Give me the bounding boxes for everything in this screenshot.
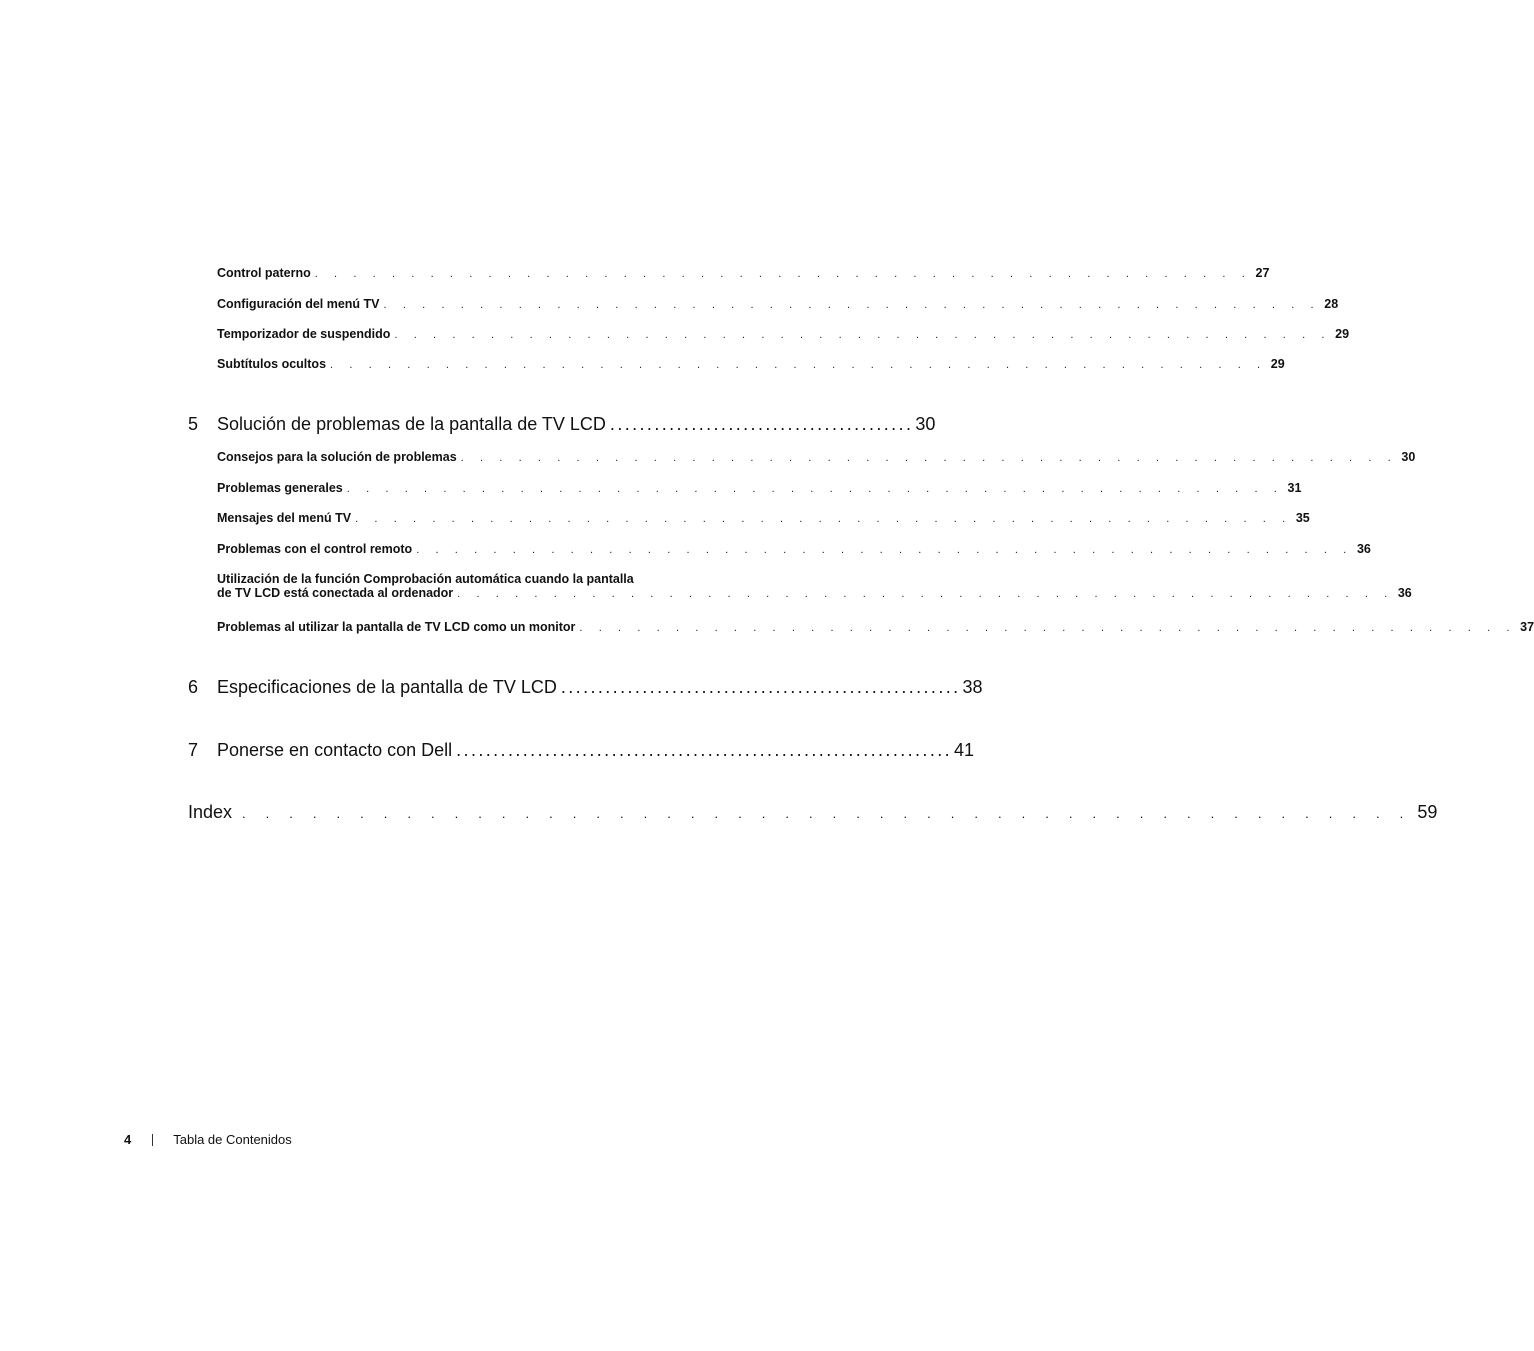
dot-leader: . . . . . . . . . . . . . . . . . . . . . . . . . . . . . . . . . . . . . . . . . . . . . . . . .	[416, 544, 1353, 556]
toc-entry-title: Subtítulos ocultos	[217, 357, 327, 371]
dot-leader: . . . . . . . . . . . . . . . . . . . . . . . . . . . . . . . . . . . . . . . . . . . . . . . . .	[394, 329, 1332, 341]
chapter-title: Solución de problemas de la pantalla de TV LCD	[217, 414, 606, 434]
toc-entry[interactable]	[188, 511, 1310, 525]
dot-leader: . . . . . . . . . . . . . . . . . . . . . . . . . . . . . . . . . . . . . . . . . . . . . . . . .	[346, 483, 1284, 495]
toc-entry-title: Consejos para la solución de problemas	[217, 450, 457, 464]
toc-entry[interactable]	[188, 297, 1339, 311]
dot-leader: ......................................................	[560, 677, 961, 697]
chapter-page: 30	[915, 414, 936, 434]
toc-entry-page: 36	[1356, 542, 1371, 556]
toc-entry-title: Mensajes del menú TV	[217, 511, 352, 525]
dot-leader: . . . . . . . . . . . . . . . . . . . . . . . . . . . . . . . . . . . . . . . . . . . . . . . . . .	[242, 806, 1412, 821]
toc-entry[interactable]	[188, 266, 1270, 280]
toc-entry-multiline[interactable]	[188, 572, 1412, 600]
chapter-title: Ponerse en contacto con Dell	[217, 740, 453, 760]
dot-leader: . . . . . . . . . . . . . . . . . . . . . . . . . . . . . . . . . . . . . . . . . . . . . . . . .	[355, 513, 1292, 525]
dot-leader: ...................................................................	[456, 740, 953, 760]
chapter-title: Especificaciones de la pantalla de TV LCD	[217, 677, 557, 697]
toc-entry[interactable]	[188, 542, 1371, 556]
toc-entry-title: Problemas con el control remoto	[217, 542, 413, 556]
dot-leader: . . . . . . . . . . . . . . . . . . . . . . . . . . . . . . . . . . . . . . . . . . . . . . . . .	[460, 452, 1398, 464]
toc-entry-page: 29	[1335, 327, 1350, 341]
toc-entry[interactable]	[188, 620, 1534, 634]
chapter-page: 41	[954, 740, 975, 760]
toc-entry-title: Control paterno	[217, 266, 311, 280]
dot-leader: . . . . . . . . . . . . . . . . . . . . . . . . . . . . . . . . . . . . . . . . . . . . . . . . .	[330, 359, 1267, 371]
toc-entry[interactable]	[188, 481, 1302, 495]
toc-entry-title: Temporizador de suspendido	[217, 327, 391, 341]
index-title: Index	[188, 802, 233, 822]
toc-entry-page: 37	[1520, 620, 1534, 634]
toc-entry-page: 29	[1270, 357, 1285, 371]
index-page: 59	[1417, 802, 1438, 822]
toc-chapter-5[interactable]	[188, 414, 936, 435]
toc-entry-page: 31	[1287, 481, 1302, 495]
chapter-number: 5	[188, 414, 199, 434]
toc-chapter-7[interactable]	[188, 740, 975, 761]
toc-entry-page: 35	[1295, 511, 1310, 525]
toc-entry-page: 28	[1324, 297, 1339, 311]
toc-entry-line2	[217, 586, 1412, 600]
dot-leader: . . . . . . . . . . . . . . . . . . . . . . . . . . . . . . . . . . . . . . . . . . . . . . . . .	[383, 299, 1321, 311]
toc-chapter-6[interactable]	[188, 677, 983, 698]
page-footer	[124, 1132, 292, 1147]
footer-section-title: Tabla de Contenidos	[173, 1132, 292, 1147]
toc-entry-title: Problemas al utilizar la pantalla de TV LCD como un monitor	[217, 620, 576, 634]
toc-entry-title: Configuración del menú TV	[217, 297, 380, 311]
toc-entry[interactable]	[188, 327, 1350, 341]
toc-entry-title-line2: de TV LCD está conectada al ordenador	[217, 586, 454, 600]
footer-separator	[152, 1134, 153, 1146]
dot-leader: . . . . . . . . . . . . . . . . . . . . . . . . . . . . . . . . . . . . . . . . . . . . . . . . .	[457, 588, 1394, 600]
dot-leader: . . . . . . . . . . . . . . . . . . . . . . . . . . . . . . . . . . . . . . . . . . . . . . . . .	[314, 268, 1252, 280]
chapter-number: 6	[188, 677, 199, 697]
chapter-page: 38	[962, 677, 983, 697]
toc-entry-page: 36	[1397, 586, 1412, 600]
footer-page-number: 4	[124, 1132, 132, 1147]
toc-entry-page: 30	[1401, 450, 1416, 464]
toc-entry[interactable]	[188, 357, 1285, 371]
toc-entry-title: Problemas generales	[217, 481, 343, 495]
dot-leader: . . . . . . . . . . . . . . . . . . . . . . . . . . . . . . . . . . . . . . . . . . . . . . . . .	[579, 622, 1517, 634]
toc-entry[interactable]	[188, 450, 1416, 464]
toc-entry-title-line1: Utilización de la función Comprobación automática cuando la pantalla	[217, 572, 634, 586]
toc-entry-page: 27	[1255, 266, 1270, 280]
chapter-number: 7	[188, 740, 199, 760]
dot-leader: .........................................	[609, 414, 914, 434]
toc-index[interactable]	[188, 802, 1438, 823]
